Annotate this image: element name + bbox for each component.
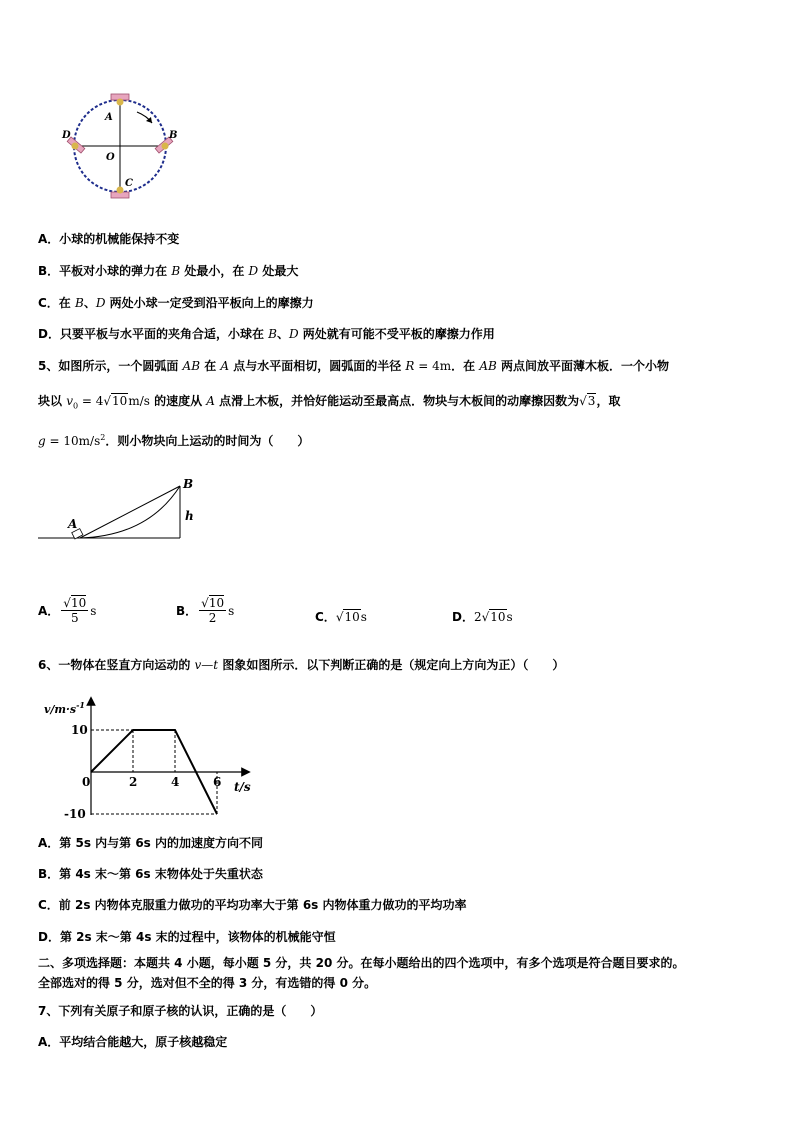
q5-text: ，取	[596, 394, 621, 408]
q6-option-a: A．第 5s 内与第 6s 内的加速度方向不同	[38, 836, 263, 850]
q5-opt-b-num: 10	[208, 596, 225, 610]
q5-opt-a-label: A．	[38, 604, 60, 618]
section2-instruction-line2: 全部选对的得 5 分，选对但不全的得 3 分，有选错的得 0 分。	[38, 976, 377, 990]
q6-stem-a: 6、一物体在竖直方向运动的	[38, 658, 195, 672]
q5-v0-value: = 4	[78, 394, 104, 408]
q5-ab: AB	[182, 359, 201, 373]
q4d-sep: 、	[276, 327, 289, 341]
q5-opt-b-fraction: $\frac{√10}{2}$	[201, 596, 225, 625]
fig2-label-A: A	[68, 517, 78, 531]
q5-opt-b-unit: s	[228, 603, 235, 618]
q7-option-a: A．平均结合能越大，原子核越稳定	[38, 1035, 228, 1049]
arc-board-figure	[38, 476, 208, 546]
q5-opt-b-label: B．	[176, 604, 198, 618]
q5-text: 块以	[38, 394, 67, 408]
q4-option-b	[38, 262, 298, 279]
q5-opt-d-unit: s	[506, 609, 513, 624]
q4c-point-d: D	[95, 296, 106, 310]
x-tick-4: 4	[171, 775, 180, 789]
q4d-pre: D．只要平板与水平面的夹角合适，小球在	[38, 327, 269, 341]
q4c-post: 两处小球一定受到沿平板向上的摩擦力	[105, 296, 314, 310]
q4b-pre: B．平板对小球的弹力在	[38, 264, 172, 278]
q5-option-c	[315, 608, 367, 625]
q6-option-b: B．第 4s 末～第 6s 末物体处于失重状态	[38, 867, 263, 881]
fig2-label-h: h	[185, 509, 194, 523]
y-axis-label: $v/m\cdot s^{-1}$	[44, 700, 85, 716]
q5-stem-line1	[38, 357, 669, 374]
q5-opt-b-den: 2	[208, 611, 217, 625]
q4b-post: 处最大	[258, 264, 299, 278]
q4b-point-b: B	[171, 264, 181, 278]
fig2-label-B: B	[183, 477, 194, 491]
q5-v0: v	[66, 394, 73, 408]
q5-stem-line2	[38, 392, 620, 410]
label-D: D	[62, 130, 71, 141]
q5-opt-a-unit: s	[90, 603, 97, 618]
q5-g-value: = 10m/s	[45, 434, 101, 448]
q5-a: A	[220, 359, 230, 373]
q5-v0-unit: m/s	[128, 394, 150, 408]
q5-opt-c-label: C．	[315, 610, 336, 624]
q4b-point-d: D	[248, 264, 259, 278]
q5-opt-c-unit: s	[360, 609, 367, 624]
q5-stem-line3	[38, 432, 309, 449]
q5-opt-c-rad: 10	[344, 609, 360, 624]
label-C: C	[125, 178, 133, 189]
x-tick-2: 2	[129, 775, 138, 789]
section2-instruction-line1: 二、多项选择题：本题共 4 小题，每小题 5 分，共 20 分。在每小题给出的四个选项中，有多个选项是符合题目要求的。	[38, 956, 685, 970]
q5-text: 5、如图所示，一个圆弧面	[38, 359, 183, 373]
q5-text: 的速度从	[149, 394, 207, 408]
q5-ab: AB	[479, 359, 497, 373]
q5-text: ．在	[451, 359, 480, 373]
q4d-point-b: B	[268, 327, 277, 341]
q5-g-exp: 2	[100, 433, 106, 442]
q5-r-value: = 4m	[414, 359, 452, 373]
q6-stem	[38, 656, 564, 673]
y-tick-10: 10	[71, 723, 88, 737]
q4d-point-d: D	[288, 327, 299, 341]
q4b-mid: 处最小，在	[180, 264, 249, 278]
q5-opt-a-fraction: $\frac{√10}{5}$	[63, 596, 87, 625]
q5-v0-sub: 0	[72, 401, 79, 411]
q4c-pre: C．在	[38, 296, 75, 310]
q5-opt-c-sqrt: √10	[335, 609, 360, 624]
q5-opt-d-label: D．	[452, 610, 474, 624]
q6-option-c: C．前 2s 内物体克服重力做功的平均功率大于第 6s 内物体重力做功的平均功率	[38, 898, 467, 912]
q5-opt-d-rad: 10	[490, 609, 506, 624]
q5-text: ．则小物块向上运动的时间为（ ）	[105, 434, 310, 448]
q6-vt: v—t	[194, 658, 219, 672]
q5-option-d	[452, 608, 513, 625]
x-tick-6: 6	[213, 775, 222, 789]
q4c-sep: 、	[83, 296, 96, 310]
vt-chart	[36, 695, 266, 820]
circular-motion-figure	[55, 92, 195, 204]
q5-text: 点滑上木板，并恰好能运动至最高点．物块与木板间的动摩擦因数为	[214, 394, 580, 408]
q5-r: R	[405, 359, 415, 373]
q6-option-d: D．第 2s 末～第 4s 末的过程中，该物体的机械能守恒	[38, 930, 336, 944]
q5-option-b	[176, 596, 234, 625]
label-A: A	[105, 112, 113, 123]
x-axis-label: t/s	[234, 780, 251, 794]
q5-opt-a-num: 10	[70, 596, 87, 610]
q5-v0-sqrt: √10	[103, 394, 128, 408]
q5-mu: 3	[587, 394, 596, 408]
q4c-point-b: B	[75, 296, 84, 310]
q6-stem-b: 图象如图所示．以下判断正确的是（规定向上方向为正）（ ）	[218, 658, 565, 672]
y-tick-neg10: -10	[64, 807, 86, 821]
label-O: O	[106, 152, 115, 163]
q5-opt-a-den: 5	[70, 611, 79, 625]
q5-opt-d-sqrt: √10	[481, 609, 506, 624]
q4-option-d	[38, 325, 495, 342]
q4-option-c	[38, 294, 314, 311]
q5-text: 两点间放平面薄木板．一个小物	[496, 359, 670, 373]
q5-text: 点与水平面相切，圆弧面的半径	[229, 359, 406, 373]
q5-opt-d-coef: 2	[473, 609, 482, 624]
x-tick-0: 0	[82, 775, 91, 789]
q5-g: g	[38, 434, 46, 448]
q4d-post: 两处就有可能不受平板的摩擦力作用	[298, 327, 495, 341]
q7-stem: 7、下列有关原子和原子核的认识，正确的是（ ）	[38, 1004, 323, 1018]
q5-a: A	[206, 394, 215, 408]
q5-mu-sqrt: √3	[579, 394, 596, 408]
q5-v0-rad: 10	[112, 394, 128, 408]
q5-option-a	[38, 596, 96, 625]
label-B: B	[169, 130, 178, 141]
q4-option-a: A．小球的机械能保持不变	[38, 232, 180, 246]
q5-text: 在	[200, 359, 221, 373]
